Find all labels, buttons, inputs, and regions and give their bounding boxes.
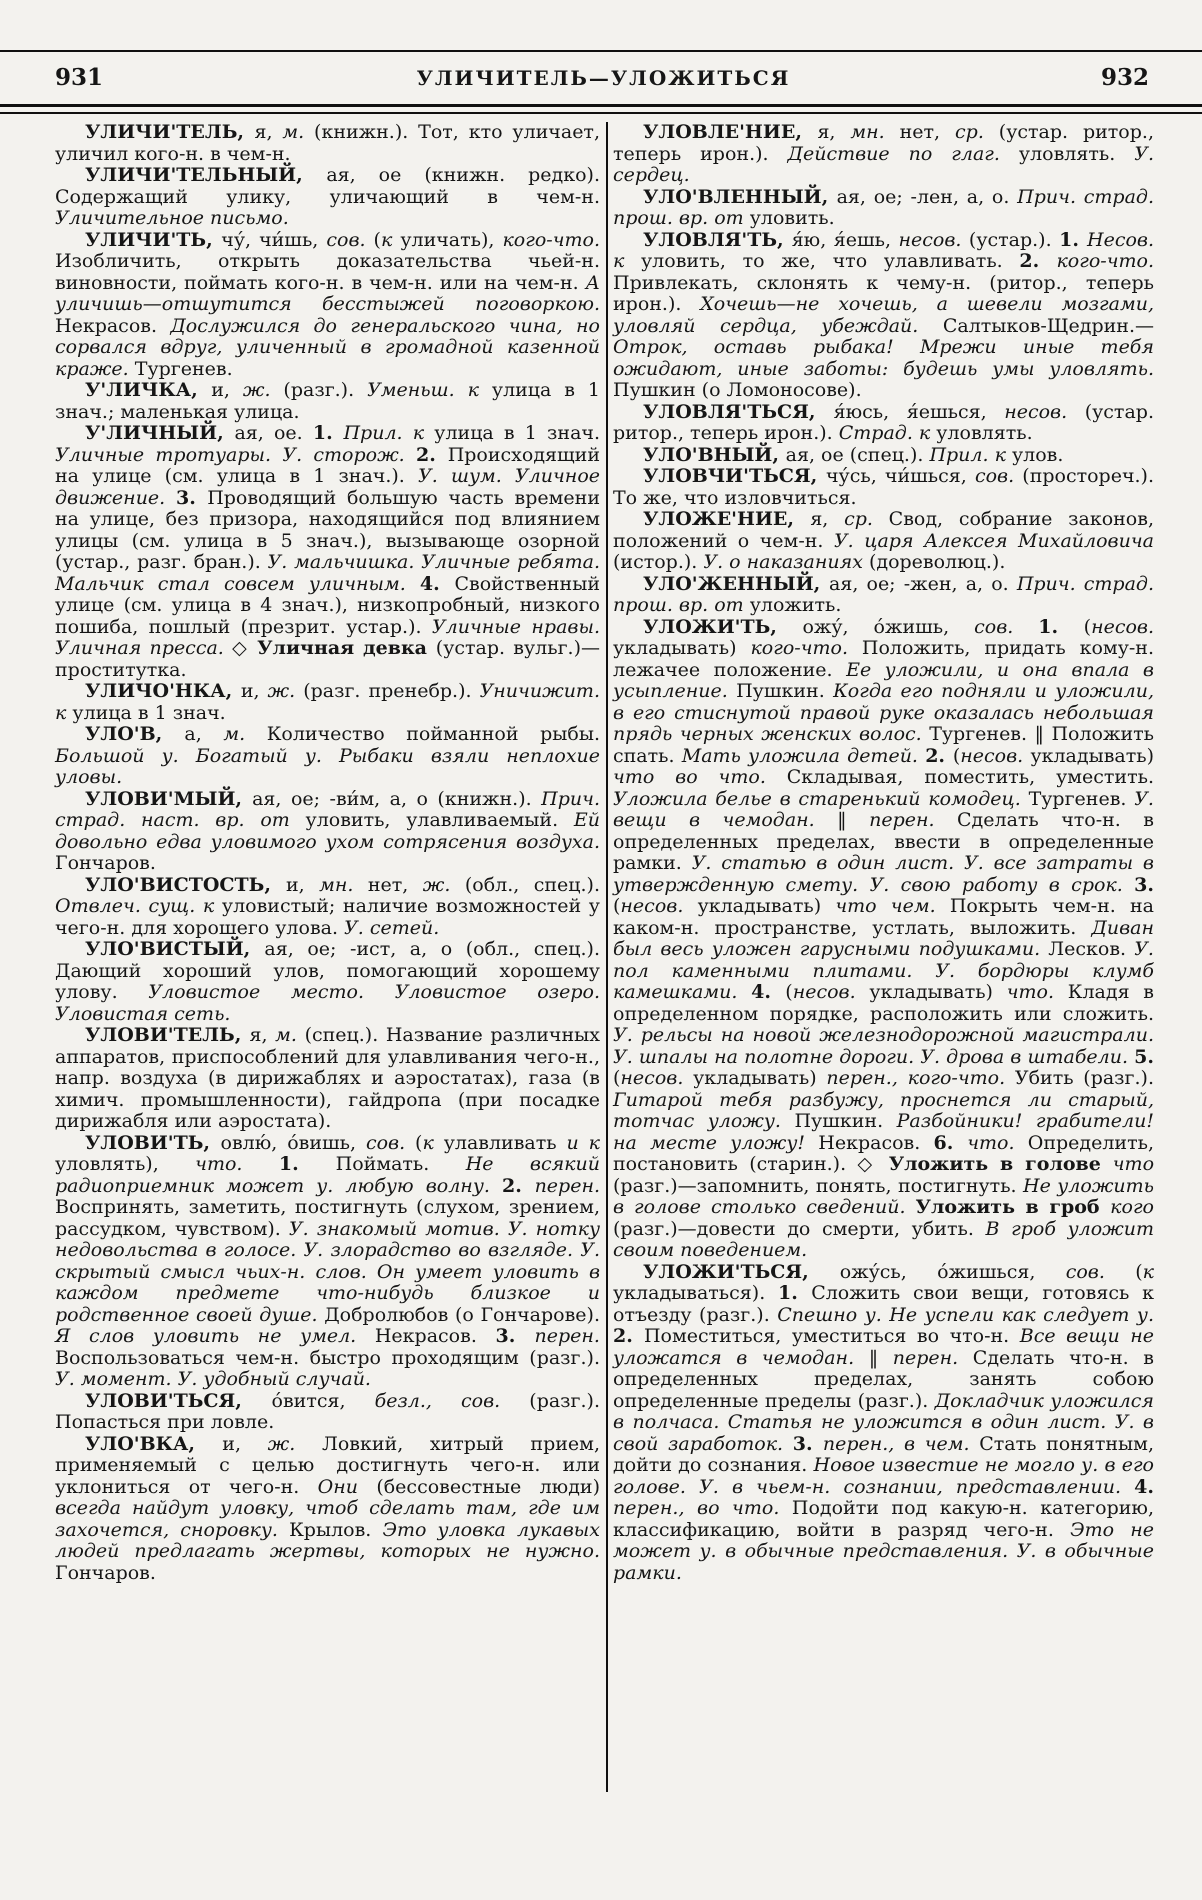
entry-text-run: У'ЛИЧНЫЙ,: [85, 422, 235, 444]
entry-text-run: Определить, постановить (старин.). ◇: [613, 1131, 1154, 1175]
entry-text-run: У. сетей.: [344, 916, 440, 939]
entry-text-run: УЛОВИ'ТЬСЯ,: [85, 1389, 272, 1412]
entry-text-run: о́вится,: [271, 1389, 375, 1412]
entry-text-run: ж.: [267, 680, 304, 702]
entry-text-run: 4.: [419, 572, 455, 595]
entry-text-run: (: [952, 744, 961, 767]
entry-text-run: перен., в чем.: [822, 1432, 980, 1455]
entry-text-run: 1.: [1038, 615, 1084, 638]
entry-text-run: УЛОЖЕ'НИЕ,: [643, 508, 811, 530]
entry-text-run: несов.: [792, 981, 870, 1003]
entry-text-run: 5.: [1134, 1045, 1154, 1068]
entry-text-run: укладывать): [1030, 744, 1155, 767]
entry-text-run: ср.: [844, 508, 889, 530]
dictionary-entry: [613, 445, 1154, 467]
entry-text-run: уловить, то же, что улавливать.: [641, 250, 1020, 272]
entry-text-run: В гроб уложит своим поведением.: [613, 1217, 1154, 1261]
entry-text-run: я,: [817, 121, 851, 143]
entry-text-run: 4.: [751, 981, 786, 1003]
column-divider: [606, 122, 608, 1792]
entry-text-run: У. мальчишка. Уличные ребята. Мальчик стал совсем уличным.: [55, 551, 600, 595]
entry-text-run: и,: [222, 1432, 268, 1455]
entry-text-run: Прич. страд. прош. вр. от: [613, 572, 1155, 616]
entry-text-run: и,: [211, 379, 243, 401]
entry-text-run: Несов. к: [613, 228, 1154, 272]
entry-text-run: Происходящий на улице (см. улица в 1 знач.).: [55, 443, 600, 487]
entry-text-run: несов.: [960, 744, 1031, 767]
entry-text-run: 4.: [1134, 1475, 1154, 1498]
entry-text-run: что.: [195, 1153, 279, 1175]
dictionary-entry: [613, 1262, 1154, 1585]
entry-text-run: (: [373, 228, 381, 251]
left-column: [55, 122, 600, 1792]
entry-text-run: Подойти под какую-н. категорию, классификацию, войти в разряд чего-н.: [613, 1497, 1154, 1541]
entry-text-run: Кладя в определенном порядке, расположить или сложить.: [613, 981, 1154, 1025]
entry-text-run: уличать),: [400, 228, 503, 251]
entry-text-run: УЛО'ВЛЕННЫЙ,: [643, 185, 837, 208]
entry-text-run: Новое известие не могло у. в его голове. У. в чьем-н. сознании, представлении.: [613, 1454, 1154, 1498]
entry-text-run: перен.: [892, 1346, 973, 1369]
dictionary-entry: [613, 574, 1154, 617]
entry-text-run: Страд. к: [838, 422, 937, 444]
dictionary-entry: [613, 230, 1154, 402]
entry-text-run: укладываться).: [613, 1282, 779, 1304]
entry-text-run: м.: [275, 1024, 305, 1046]
entry-text-run: Уличительное письмо.: [55, 207, 289, 229]
entry-text-run: Свод, собрание законов, положений о чем-н.: [613, 508, 1154, 552]
entry-text-run: Ей довольно едва уловимого ухом сотрясения воздуха.: [55, 809, 600, 853]
entry-text-run: 6.: [933, 1131, 968, 1154]
entry-text-run: У. знакомый мотив. У. нотку недовольства в голосе. У. злорадство во взгляде. У. скрытый смысл чьих-н. слов. Он умеет уловить в каждом предмете что-нибудь близкое и родственное своей душе.: [55, 1217, 600, 1326]
entry-text-run: УЛИЧИ'ТЕЛЬНЫЙ,: [85, 164, 327, 186]
entry-text-run: мн.: [319, 873, 368, 896]
entry-text-run: (разг.). Попасться при ловле.: [55, 1389, 600, 1433]
entry-text-run: сов.: [974, 615, 1039, 638]
entry-text-run: нет,: [367, 873, 423, 896]
entry-text-run: (: [1083, 615, 1092, 638]
entry-text-run: перен.: [534, 1174, 601, 1197]
entry-text-run: нет,: [899, 121, 956, 143]
dictionary-entry: [55, 380, 600, 423]
entry-text-run: я́юсь, я́ешься,: [833, 400, 1005, 423]
entry-text-run: уловистый; наличие возможностей у чего-н. для хорошего улова.: [55, 895, 600, 939]
entry-text-run: всегда найдут уловку, чтоб сделать там, где им захочется, сноровку.: [55, 1497, 600, 1541]
entry-text-run: 3.: [792, 1432, 823, 1455]
entry-text-run: УЛИЧО'НКА,: [85, 680, 241, 702]
entry-text-run: Добролюбов (о Гончарове).: [324, 1303, 601, 1326]
entry-text-run: кого-что.: [1056, 250, 1155, 272]
entry-text-run: уловить.: [749, 207, 835, 229]
entry-text-run: 1.: [778, 1282, 812, 1304]
dictionary-entry: [55, 875, 600, 940]
entry-text-run: к: [380, 228, 401, 251]
entry-text-run: несов.: [898, 228, 969, 251]
page-header: [55, 60, 1152, 96]
entry-text-run: Прил. к: [929, 443, 1012, 466]
entry-text-run: Все вещи не уложатся в чемодан.: [613, 1325, 1154, 1369]
entry-text-run: ая, ое; -ист, а, о (обл., спец.). Дающий хороший улов, помогающий хорошему улову.: [55, 938, 600, 1003]
entry-text-run: УЛО'В,: [85, 723, 185, 745]
entry-text-run: уловить, улавливаемый.: [305, 809, 574, 831]
entry-text-run: (разг.)—довести до смерти, убить.: [613, 1217, 986, 1240]
entry-text-run: А уличишь—отшутится бесстыжей поговоркою.: [55, 271, 600, 315]
entry-text-run: (устар.).: [968, 228, 1060, 251]
entry-text-run: ж.: [267, 1432, 322, 1455]
entry-text-run: Покрыть чем-н. на каком-н. пространстве, устлать, выложить.: [613, 895, 1154, 939]
entry-text-run: перен.: [534, 1325, 600, 1347]
entry-text-run: сов.: [365, 1131, 416, 1154]
entry-text-run: Отрок, оставь рыбака! Мрежи иные тебя ожидают, иные заботы: будешь умы уловлять.: [613, 336, 1154, 380]
entry-text-run: ожу́, о́жишь,: [802, 615, 975, 638]
entry-text-run: Мать уложила детей.: [681, 744, 926, 767]
entry-text-run: (: [415, 1131, 423, 1154]
entry-text-run: 3.: [1134, 873, 1154, 896]
dictionary-entry: [55, 1434, 600, 1585]
entry-text-run: Воспользоваться чем-н. быстро проходящим (разг.).: [55, 1346, 600, 1369]
entry-text-run: 1.: [278, 1153, 336, 1175]
entry-text-run: Докладчик уложился в полчаса. Статья не уложится в один лист. У. в свой заработок.: [613, 1389, 1154, 1455]
entry-text-run: (бессовестные люди): [376, 1475, 600, 1498]
entry-text-run: Не всякий радиоприемник может у. любую волну.: [55, 1153, 600, 1197]
dictionary-entry: [613, 187, 1154, 230]
entry-text-run: Уложить в голове: [888, 1153, 1113, 1175]
header-double-rule: [0, 104, 1202, 114]
entry-text-run: (разг. пренебр.).: [303, 680, 480, 702]
entry-text-run: Количество пойманной рыбы.: [266, 723, 600, 745]
entry-text-run: уловлять.: [1018, 142, 1135, 165]
dictionary-entry: [55, 165, 600, 230]
entry-text-run: (обл., спец.).: [464, 873, 600, 896]
entry-text-run: ж.: [242, 379, 284, 401]
entry-text-run: ‖: [837, 809, 870, 831]
entry-text-run: перен., кого-что.: [826, 1067, 1015, 1089]
entry-text-run: Складывая, поместить, уместить.: [786, 766, 1154, 788]
entry-text-run: Тургенев. ‖ Положить спать.: [613, 723, 1154, 767]
left-page-number: 931: [55, 64, 104, 91]
entry-text-run: Действие по глаг.: [787, 142, 1019, 165]
entry-text-run: (простореч.). То же, что изловчиться.: [613, 465, 1155, 509]
entry-text-run: Убить (разг.).: [1014, 1067, 1154, 1089]
entry-text-run: 1.: [1059, 228, 1087, 251]
entry-text-run: Гончаров.: [55, 1561, 156, 1584]
entry-text-run: Сделать что-н. в определенных пределах, занять собою определенные пределы (разг.).: [613, 1346, 1154, 1412]
entry-text-run: несов.: [620, 1067, 694, 1089]
entry-text-run: Ее уложили, и она впала в усыпление.: [613, 658, 1154, 702]
entry-text-run: уловлять),: [55, 1153, 196, 1175]
entry-text-run: Я слов уловить не умел.: [55, 1325, 375, 1347]
entry-text-run: перен., во что.: [613, 1497, 792, 1519]
entry-text-run: (разг.)—запомнить, понять, постигнуть.: [613, 1174, 1024, 1197]
entry-text-run: сов.: [326, 228, 374, 251]
entry-text-run: Стать понятным, дойти до сознания.: [613, 1432, 1154, 1476]
entry-text-run: (: [1135, 1260, 1143, 1283]
entry-text-run: УЛО'ВИСТОСТЬ,: [85, 873, 286, 896]
entry-text-run: У. пол каменными плитами. У. бордюры клумб камешками.: [613, 938, 1154, 1003]
entry-text-run: Тургенев.: [134, 357, 233, 380]
entry-text-run: У. сердец.: [613, 142, 1154, 186]
entry-text-run: овлю́, о́вишь,: [220, 1131, 366, 1154]
entry-text-run: Это уловка лукавых людей предлагать жертвы, которых не нужно.: [55, 1518, 600, 1562]
dictionary-entry: [613, 509, 1154, 574]
entry-text-run: ‖: [868, 1346, 893, 1369]
entry-text-run: Сложить свои вещи, готовясь к отъезду (разг.).: [613, 1282, 1154, 1326]
entry-text-run: (устар. вульг.)—проститутка.: [55, 637, 600, 681]
entry-text-run: УЛОВЛЕ'НИЕ,: [643, 121, 818, 143]
entry-text-run: (: [785, 981, 793, 1003]
entry-text-run: У. вещи в чемодан.: [613, 787, 1154, 831]
entry-text-run: У. статью в один лист. У. все затраты в утвержденную смету. У. свою работу в срок.: [613, 852, 1154, 896]
entry-text-run: улица в 1 знач.; маленькая улица.: [55, 379, 600, 423]
entry-text-run: (разг.).: [283, 379, 368, 401]
entry-text-run: Разбойники! грабители! на месте уложу!: [613, 1110, 1154, 1154]
entry-text-run: Воспринять, заметить, постигнуть (слухом, зрением, рассудком, чувством).: [55, 1196, 600, 1240]
entry-text-run: несов.: [620, 895, 698, 917]
entry-text-run: Сделать что-н. в определенных пределах, ввести в определенные рамки.: [613, 809, 1154, 874]
entry-text-run: я́ю, я́ешь,: [791, 228, 899, 251]
dictionary-entry: [55, 230, 600, 381]
entry-text-run: Они: [317, 1475, 377, 1498]
entry-text-run: сов.: [974, 465, 1023, 487]
entry-text-run: ж.: [422, 873, 465, 896]
entry-text-run: Проводящий большую часть времени на улице, без призора, находящийся под влиянием улицы (см. улица в 5 знач.), вызывающе озорной (устар., разг. бран.).: [55, 486, 600, 573]
entry-text-run: Уловистое место. Уловистое озеро. Уловистая сеть.: [55, 981, 600, 1025]
entry-text-run: УЛОВИ'ТЕЛЬ,: [85, 1024, 250, 1046]
entry-text-run: Большой у. Богатый у. Рыбаки взяли неплохие уловы.: [55, 744, 600, 788]
entry-text-run: Дослужился до генеральского чина, но сорвался вдруг, уличенный в громадной казенной краже.: [55, 314, 600, 380]
entry-text-run: Некрасов.: [818, 1131, 934, 1154]
entry-text-run: Пушкин.: [794, 1110, 897, 1132]
entry-text-run: Лесков.: [1048, 938, 1135, 960]
entry-text-run: Гончаров.: [55, 852, 156, 874]
entry-text-run: кого-что.: [750, 637, 862, 659]
entry-text-run: УЛИЧИ'ТЬ,: [85, 228, 222, 251]
entry-text-run: Уложила белье в старенький комодец.: [613, 787, 1029, 810]
entry-text-run: УЛИЧИ'ТЕЛЬ,: [85, 121, 255, 143]
entry-text-run: 3.: [495, 1325, 535, 1347]
entry-text-run: 3.: [176, 486, 208, 509]
entry-text-run: Это не может у. в обычные представления. У. в обычные рамки.: [613, 1518, 1155, 1584]
entry-text-run: (: [613, 1067, 621, 1089]
entry-text-run: и к: [566, 1131, 600, 1154]
entry-text-run: УЛО'ВИСТЫЙ,: [85, 938, 265, 960]
entry-text-run: ср.: [955, 121, 999, 143]
entry-text-run: Уличные нравы. Уличная пресса.: [55, 615, 600, 659]
dictionary-entry: [55, 1025, 600, 1133]
entry-text-run: УЛОВИ'МЫЙ,: [85, 787, 253, 810]
entry-text-run: Ловкий, хитрый прием, применяемый с целью достигнуть чего-н. или уклониться от чего-н.: [55, 1432, 600, 1498]
entry-text-run: улица в 1 знач.: [72, 701, 226, 724]
entry-text-run: (устар. ритор., теперь ирон.).: [613, 400, 1154, 444]
entry-text-run: У. царя Алексея Михайловича: [833, 529, 1154, 552]
dictionary-entry: [55, 122, 600, 165]
entry-text-run: Не уложить в голове столько сведений.: [613, 1174, 1155, 1218]
entry-text-run: улица в 1 знач.: [434, 422, 601, 444]
entry-text-run: что чем.: [835, 895, 950, 917]
entry-text-run: Уличная девка: [257, 637, 436, 659]
entry-text-run: кого-что.: [502, 228, 601, 251]
entry-text-run: Изобличить, открыть доказательства чьей-н. виновности, поймать кого-н. в чем-н. или на чем-н.: [55, 250, 600, 294]
entry-text-run: 2.: [613, 1325, 644, 1347]
entry-text-run: Отвлеч. сущ. к: [55, 895, 222, 917]
entry-text-run: У. о наказаниях: [703, 551, 869, 573]
entry-text-run: и,: [285, 873, 320, 896]
entry-text-run: Уничижит. к: [55, 680, 600, 724]
entry-text-run: (устар. ритор., теперь ирон.).: [613, 121, 1154, 165]
entry-text-run: Диван был весь уложен гарусными подушками.: [613, 916, 1154, 960]
dictionary-entry: [55, 423, 600, 681]
entry-text-run: мн.: [850, 121, 900, 143]
entry-text-run: чу́сь, чи́шься,: [825, 465, 975, 487]
dictionary-entry: [613, 617, 1154, 1262]
entry-text-run: к: [1142, 1260, 1154, 1283]
entry-text-run: ая, ое (спец.).: [785, 443, 930, 466]
entry-text-run: (спец.). Название различных аппаратов, приспособлений для улавливания чего-н., напр. воздуха (в дирижаблях и аэростатах), газа (в химич. промышленности), гайдропа (при посадке дирижабля или аэростата).: [55, 1024, 600, 1132]
top-rule: [0, 50, 1202, 52]
entry-text-run: УЛО'ВКА,: [85, 1432, 223, 1455]
entry-text-run: Хочешь—не хочешь, а шевели мозгами, уловляй сердца, убеждай.: [613, 293, 1154, 337]
dictionary-entry: [55, 939, 600, 1025]
entry-text-run: м.: [223, 723, 267, 745]
entry-text-run: Салтыков-Щедрин.—: [942, 314, 1154, 337]
dictionary-entry: [55, 724, 600, 789]
entry-text-run: Некрасов.: [55, 314, 171, 337]
entry-text-run: УЛОЖИ'ТЬ,: [643, 615, 803, 638]
entry-text-run: сов.: [1065, 1260, 1136, 1283]
entry-text-run: Когда его подняли и уложили, в его стиснутой правой руке оказалась небольшая прядь черных женских волос.: [613, 680, 1154, 745]
entry-text-run: 2.: [502, 1174, 535, 1197]
entry-text-run: ая, ое; -жен, а, о.: [829, 572, 1017, 595]
entry-text-run: УЛОВИ'ТЬ,: [85, 1131, 221, 1154]
entry-text-run: улавливать: [443, 1131, 567, 1154]
entry-text-run: УЛО'ВНЫЙ,: [643, 443, 786, 466]
entry-text-run: уловлять.: [936, 422, 1033, 444]
entry-text-run: и,: [240, 680, 268, 702]
entry-text-run: УЛО'ЖЕННЫЙ,: [643, 572, 830, 595]
entry-text-run: Крылов.: [289, 1518, 383, 1541]
running-head: УЛИЧИТЕЛЬ—УЛОЖИТЬСЯ: [416, 66, 791, 90]
entry-text-run: что.: [967, 1131, 1028, 1154]
dictionary-entry: [55, 1133, 600, 1391]
entry-text-run: что: [1112, 1153, 1155, 1175]
entry-text-run: кого: [1110, 1196, 1154, 1218]
entry-text-run: Свойственный улице (см. улица в 4 знач.), низкопробный, низкого пошиба, пошлый (презрит. устар.).: [55, 572, 600, 638]
entry-text-run: Привлекать, склонять к чему-н. (ритор., теперь ирон.).: [613, 271, 1154, 315]
entry-text-run: У. шум. Уличное движение.: [55, 465, 600, 509]
entry-text-run: безл., сов.: [374, 1389, 530, 1412]
right-column: [613, 122, 1154, 1792]
dictionary-entry: [55, 1391, 600, 1434]
entry-text-run: ая, ое; -лен, а, о.: [836, 185, 1018, 208]
entry-text-run: Уменьш. к: [367, 379, 492, 401]
entry-text-run: Прич. страд. прош. вр. от: [613, 185, 1154, 229]
entry-text-run: Тургенев.: [1028, 787, 1135, 810]
entry-text-run: несов.: [1004, 400, 1085, 423]
entry-text-run: 2.: [416, 443, 448, 466]
entry-text-run: а,: [184, 723, 224, 745]
entry-text-run: я,: [254, 121, 283, 143]
entry-text-run: ◇: [232, 637, 258, 659]
entry-text-run: укладывать): [697, 895, 836, 917]
entry-text-run: (: [613, 895, 621, 917]
entry-text-run: я,: [249, 1024, 276, 1046]
entry-text-run: м.: [282, 121, 315, 143]
dictionary-entry: [613, 466, 1154, 509]
entry-text-run: Поместиться, уместиться во что-н.: [643, 1325, 1020, 1347]
entry-text-run: ая, ое; -ви́м, а, о (книжн.).: [252, 787, 542, 810]
entry-text-run: улов.: [1011, 443, 1064, 466]
entry-text-run: укладывать): [869, 981, 1007, 1003]
entry-text-run: 1.: [312, 422, 344, 444]
entry-text-run: У'ЛИЧКА,: [85, 379, 212, 401]
entry-text-run: что.: [1006, 981, 1068, 1003]
entry-text-run: ая, ое (книжн. редко). Содержащий улику, уличающий в чем-н.: [55, 164, 600, 208]
dictionary-entry: [613, 402, 1154, 445]
entry-text-run: что во что.: [613, 766, 787, 788]
entry-text-run: 2.: [1019, 250, 1057, 272]
entry-text-run: ожу́сь, о́жишься,: [839, 1260, 1066, 1283]
right-page-number: 932: [1100, 64, 1149, 91]
entry-text-run: (истор.).: [613, 551, 704, 573]
text-block: [55, 122, 1154, 1792]
entry-text-run: (дореволюц.).: [868, 551, 1006, 573]
entry-text-run: УЛОВЛЯ'ТЬ,: [643, 228, 792, 251]
dictionary-entry: [55, 681, 600, 724]
entry-text-run: Пушкин (о Ломоносове).: [613, 379, 862, 401]
dictionary-entry: [55, 789, 600, 875]
entry-text-run: (книжн.). Тот, кто уличает, уличил кого-н. в чем-н.: [55, 121, 600, 165]
entry-text-run: несов.: [1091, 615, 1154, 638]
entry-text-run: Прич. страд. наст. вр. от: [55, 787, 600, 831]
entry-text-run: Поймать.: [335, 1153, 466, 1175]
entry-text-run: У. момент. У. удобный случай.: [55, 1368, 371, 1390]
entry-text-run: УЛОВЧИ'ТЬСЯ,: [643, 465, 826, 487]
entry-text-run: УЛОЖИ'ТЬСЯ,: [643, 1260, 840, 1283]
entry-text-run: Пушкин.: [736, 680, 834, 702]
entry-text-run: Уличные тротуары. У. сторож.: [55, 443, 416, 466]
entry-text-run: Положить, придать кому-н. лежачее положение.: [613, 637, 1154, 681]
entry-text-run: перен.: [869, 809, 958, 831]
entry-text-run: Гитарой тебя разбужу, проснется ли старый, тотчас уложу.: [613, 1088, 1154, 1132]
entry-text-run: Уложить в гроб: [915, 1196, 1111, 1218]
entry-text-run: укладывать): [693, 1067, 827, 1089]
entry-text-run: укладывать): [613, 637, 751, 659]
entry-text-run: я,: [810, 508, 845, 530]
dictionary-entry: [613, 122, 1154, 187]
entry-text-run: УЛОВЛЯ'ТЬСЯ,: [643, 400, 834, 423]
entry-text-run: чу́, чи́шь,: [221, 228, 327, 251]
entry-text-run: 2.: [925, 744, 953, 767]
entry-text-run: к: [422, 1131, 444, 1154]
entry-text-run: Прил. к: [343, 422, 435, 444]
entry-text-run: уложить.: [749, 594, 842, 616]
entry-text-run: ая, ое.: [234, 422, 313, 444]
entry-text-run: Некрасов.: [374, 1325, 496, 1347]
entry-text-run: У. рельсы на новой железнодорожной магистрали. У. шпалы на полотне дороги. У. дрова в штабели.: [613, 1024, 1154, 1068]
entry-text-run: Спешно у. Не успели как следует у.: [777, 1303, 1154, 1326]
